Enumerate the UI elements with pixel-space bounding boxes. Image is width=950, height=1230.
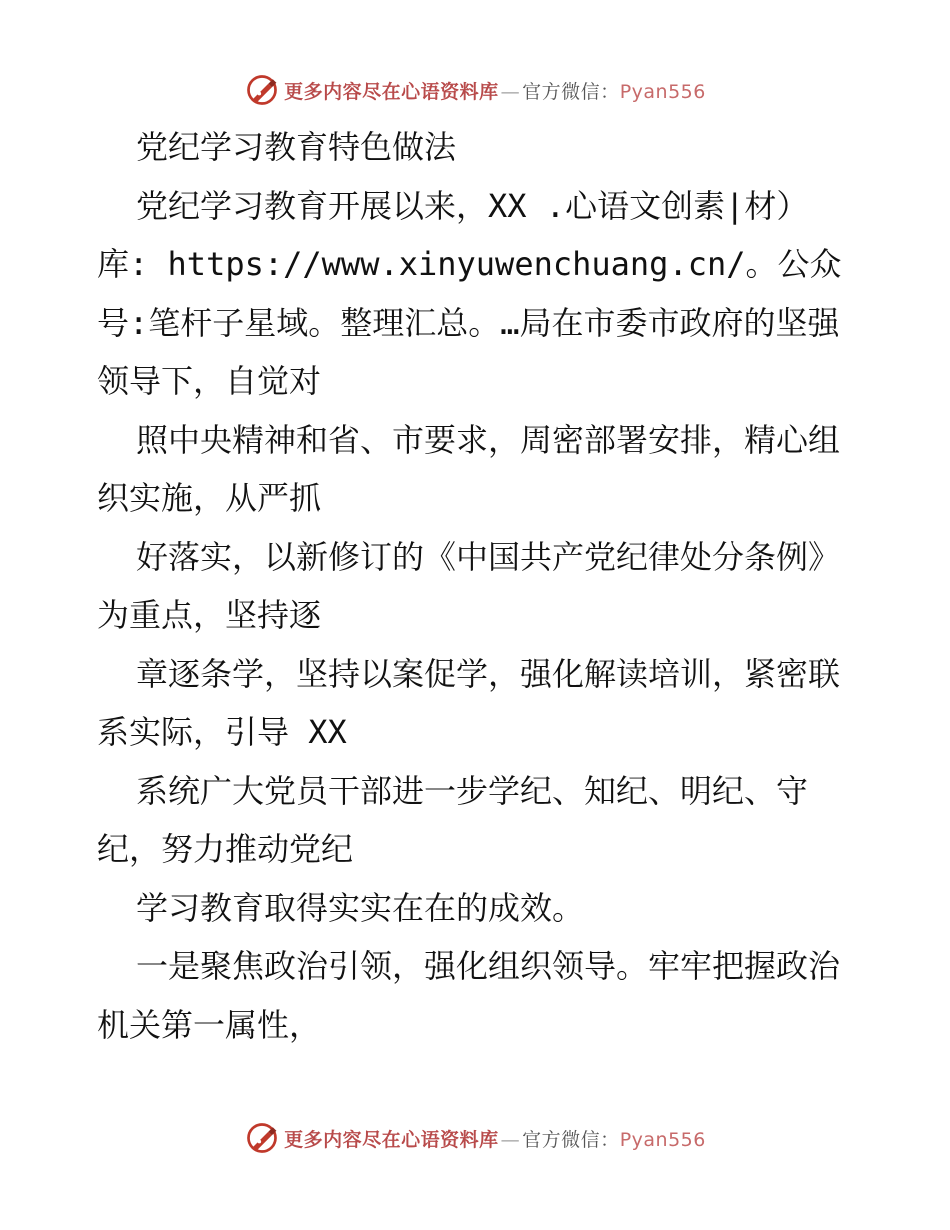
watermark-site-text: 更多内容尽在心语资料库	[284, 1128, 499, 1151]
paragraph: 党纪学习教育开展以来，XX .心语文创素|材）库: https://www.xinyuwenchuang.cn/。公众号:笔杆子星域。整理汇总。…局在市委市政府的坚强领导下，自觉对	[97, 186, 842, 400]
watermark-site-text: 更多内容尽在心语资料库	[284, 80, 499, 103]
paragraph: 章逐条学，坚持以案促学，强化解读培训，紧密联系实际，引导 XX	[97, 654, 841, 751]
document-title: 党纪学习教育特色做法	[136, 128, 457, 166]
pen-nib-icon	[244, 72, 280, 108]
paragraph: 学习教育取得实实在在的成效。	[136, 888, 585, 927]
footer-watermark	[0, 1118, 950, 1158]
paragraph: 系统广大党员干部进一步学纪、知纪、明纪、守纪，努力推动党纪	[97, 771, 809, 868]
watermark-wechat-label: 官方微信：	[522, 1128, 620, 1151]
document-body	[97, 118, 857, 1054]
paragraph: 一是聚焦政治引领，强化组织领导。牢牢把握政治机关第一属性，	[97, 947, 841, 1044]
watermark-wechat-id: Pyan556	[619, 1128, 706, 1151]
watermark-separator: —	[500, 80, 521, 103]
watermark-wechat-id: Pyan556	[619, 80, 706, 103]
paragraph: 照中央精神和省、市要求，周密部署安排，精心组织实施，从严抓	[97, 420, 841, 517]
header-watermark	[0, 70, 950, 110]
pen-nib-icon	[244, 1120, 280, 1156]
watermark-wechat-label: 官方微信：	[522, 80, 620, 103]
watermark-separator: —	[500, 1128, 521, 1151]
watermark-text	[284, 1125, 706, 1152]
watermark-text	[284, 77, 706, 104]
paragraph: 好落实，以新修订的《中国共产党纪律处分条例》为重点，坚持逐	[97, 537, 841, 634]
